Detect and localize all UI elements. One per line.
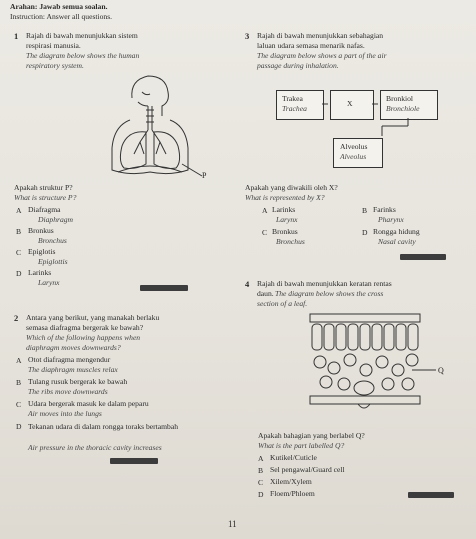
q1-question-ms: Apakah struktur P? <box>14 183 73 192</box>
q3-option-ms: Rongga hidung <box>373 227 420 236</box>
q3-option-en: Pharynx <box>378 215 404 224</box>
instruction-line: Instruction: Answer all questions. <box>10 12 113 21</box>
q2-option-en: The ribs move downwards <box>28 387 108 396</box>
q3-text-ms-2: laluan udara semasa menarik nafas. <box>257 41 365 50</box>
q2-option-ms: Udara bergerak masuk ke dalam peparu <box>28 399 149 408</box>
respiratory-system-diagram <box>90 72 210 180</box>
q3-text-en-1: The diagram below shows a part of the air <box>257 51 387 60</box>
q1-number: 1 <box>14 31 19 41</box>
q2-option-ms: Tulang rusuk bergerak ke bawah <box>28 377 128 386</box>
q3-option-letter: B <box>362 206 368 215</box>
q1-option-letter: B <box>16 227 22 236</box>
flow-box-label-ms: Trakea <box>282 94 303 103</box>
q4-label-q: Q <box>438 366 444 375</box>
q2-option-letter: C <box>16 400 22 409</box>
page-number: 11 <box>228 519 237 529</box>
q3-text-en-2: passage during inhalation. <box>257 61 339 70</box>
name-line: Arahan: Jawab semua soalan. <box>10 2 108 11</box>
flow-box-label-en: Alveolus <box>340 152 367 161</box>
q1-option-en: Bronchus <box>38 236 67 245</box>
q2-text-en-2: diaphragm moves downwards? <box>26 343 121 352</box>
q2-option-en: The diaphragm muscles relax <box>28 365 118 374</box>
q4-option-letter: A <box>258 454 264 463</box>
q4-option-letter: D <box>258 490 264 499</box>
q2-option-en: Air pressure in the thoracic cavity increases <box>28 443 162 452</box>
q4-text-en-1: The diagram below shows the cross <box>275 289 384 298</box>
q2-option-en: Air moves into the lungs <box>28 409 102 418</box>
leaf-cross-section-diagram <box>300 310 450 426</box>
q1-option-ms: Diafragma <box>28 205 61 214</box>
q3-number: 3 <box>245 31 250 41</box>
flow-box-label-ms: X <box>347 99 353 108</box>
q1-option-ms: Bronkus <box>28 226 54 235</box>
q3-option-en: Larynx <box>276 215 298 224</box>
q4-option-ms: Kutikel/Cuticle <box>270 453 317 462</box>
q1-option-letter: D <box>16 269 22 278</box>
q4-score-badge <box>408 492 454 498</box>
q2-number: 2 <box>14 313 19 323</box>
q4-text-en-2: section of a leaf. <box>257 299 308 308</box>
q4-text-ms-2: daun. <box>257 289 274 298</box>
flow-box-label-ms: Bronkiol <box>386 94 414 103</box>
q4-option-letter: C <box>258 478 264 487</box>
q3-option-letter: A <box>262 206 268 215</box>
q3-option-en: Nasal cavity <box>378 237 416 246</box>
q2-option-ms: Otot diafragma mengendur <box>28 355 111 364</box>
q3-option-ms: Bronkus <box>272 227 298 236</box>
q4-question-ms: Apakah bahagian yang berlabel Q? <box>258 431 365 440</box>
q1-label-p: P <box>202 171 207 180</box>
q4-option-letter: B <box>258 466 264 475</box>
q1-score-badge <box>140 285 188 291</box>
q3-score-badge <box>400 254 446 260</box>
q2-option-letter: A <box>16 356 22 365</box>
q4-question-en: What is the part labelled Q? <box>258 441 345 450</box>
q3-option-ms: Larinks <box>272 205 296 214</box>
q2-option-letter: B <box>16 378 22 387</box>
q1-option-en: Epiglottis <box>38 257 68 266</box>
q1-text-ms-1: Rajah di bawah menunjukkan sistem <box>26 31 138 40</box>
flow-box-label-en: Bronchiole <box>386 104 420 113</box>
q1-text-en-2: respiratory system. <box>26 61 84 70</box>
q2-text-en-1: Which of the following happens when <box>26 333 141 342</box>
q3-question-en: What is represented by X? <box>245 193 325 202</box>
q2-option-ms: Tekanan udara di dalam rongga toraks bertambah <box>28 422 179 431</box>
q1-text-ms-2: respirasi manusia. <box>26 41 81 50</box>
q3-option-letter: D <box>362 228 368 237</box>
q4-option-ms: Floem/Phloem <box>270 489 315 498</box>
q2-text-ms-1: Antara yang berikut, yang manakah berlaku <box>26 313 160 322</box>
flow-box-label-en: Trachea <box>282 104 307 113</box>
q1-option-ms: Larinks <box>28 268 52 277</box>
q4-number: 4 <box>245 279 250 289</box>
q1-option-letter: A <box>16 206 22 215</box>
q4-text-ms-1: Rajah di bawah menunjukkan keratan rentas <box>257 279 392 288</box>
q1-question-en: What is structure P? <box>14 193 77 202</box>
q4-option-ms: Xilem/Xylem <box>270 477 312 486</box>
q2-text-ms-2: semasa diafragma bergerak ke bawah? <box>26 323 144 332</box>
q3-question-ms: Apakah yang diwakili oleh X? <box>245 183 338 192</box>
flow-arrows <box>270 86 450 172</box>
q1-option-en: Larynx <box>38 278 60 287</box>
q3-text-ms-1: Rajah di bawah menunjukkan sebahagian <box>257 31 384 40</box>
q3-option-en: Bronchus <box>276 237 305 246</box>
q1-text-en-1: The diagram below shows the human <box>26 51 140 60</box>
q4-option-ms: Sel pengawal/Guard cell <box>270 465 345 474</box>
q1-option-en: Diaphragm <box>38 215 74 224</box>
q3-option-ms: Farinks <box>373 205 396 214</box>
q3-option-letter: C <box>262 228 268 237</box>
flow-box-label-ms: Alveolus <box>340 142 368 151</box>
q1-option-ms: Epiglotis <box>28 247 56 256</box>
q2-score-badge <box>110 458 158 464</box>
q1-option-letter: C <box>16 248 22 257</box>
q2-option-letter: D <box>16 422 22 431</box>
